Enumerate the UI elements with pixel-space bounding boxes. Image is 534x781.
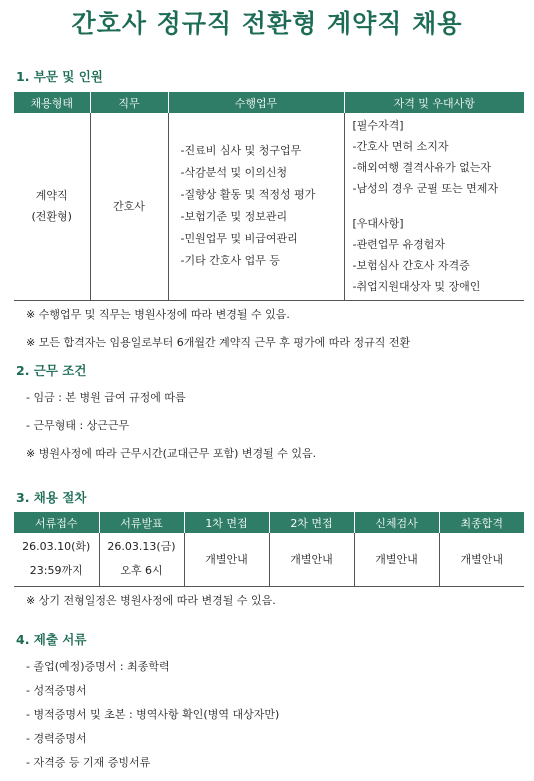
- document-item: - 병적증명서 및 초본 : 병역사항 확인(병역 대상자만): [26, 708, 280, 721]
- preferred-item: -보험심사 간호사 자격증: [352, 259, 470, 273]
- section-heading-process: 3. 채용 절차: [16, 490, 87, 505]
- duty-item: -질향상 활동 및 적정성 평가: [180, 188, 316, 202]
- cell-job: 간호사: [90, 113, 168, 300]
- document-item: - 성적증명서: [26, 684, 87, 697]
- process-table: [14, 512, 524, 587]
- header-employment-type: 채용형태: [14, 92, 90, 113]
- section-heading-positions: 1. 부문 및 인원: [16, 69, 103, 84]
- condition-item: - 근무형태 : 상근근무: [26, 419, 130, 432]
- condition-item: - 임금 : 본 병원 급여 규정에 따름: [26, 391, 186, 404]
- cell-qualifications: [344, 113, 524, 300]
- duty-item: -삭감분석 및 이의신청: [180, 166, 288, 180]
- employment-type-line1: 계약직: [35, 189, 68, 203]
- document-item: - 자격증 등 기재 증빙서류: [26, 756, 151, 769]
- preferred-item: -취업지원대상자 및 장애인: [352, 280, 481, 294]
- positions-table-header-row: [14, 92, 524, 113]
- header-interview-2: 2차 면접: [269, 512, 354, 533]
- document-item: - 졸업(예정)증명서 : 최종학력: [26, 660, 170, 673]
- cell-doc-receipt: [14, 533, 99, 586]
- process-table-header-row: [14, 512, 524, 533]
- header-duties: 수행업무: [168, 92, 344, 113]
- header-job: 직무: [90, 92, 168, 113]
- doc-announce-time: 오후 6시: [120, 564, 163, 578]
- header-interview-1: 1차 면접: [184, 512, 269, 533]
- section-heading-documents: 4. 제출 서류: [16, 632, 87, 647]
- preferred-item: -관련업무 유경험자: [352, 238, 445, 252]
- condition-note: ※ 병원사정에 따라 근무시간(교대근무 포함) 변경될 수 있음.: [26, 447, 317, 460]
- process-note: ※ 상기 전형일정은 병원사정에 따라 변경될 수 있음.: [26, 594, 276, 607]
- doc-announce-date: 26.03.13(금): [107, 540, 176, 554]
- header-doc-announce: 서류발표: [99, 512, 184, 533]
- cell-final-pass: 개별안내: [439, 533, 524, 586]
- header-physical-exam: 신체검사: [354, 512, 439, 533]
- duty-item: -민원업무 및 비급여관리: [180, 232, 298, 246]
- positions-table-row: [14, 113, 524, 300]
- cell-duties: [168, 113, 344, 300]
- duty-item: -보험기준 및 정보관리: [180, 210, 288, 224]
- header-final-pass: 최종합격: [439, 512, 524, 533]
- employment-type-line2: (전환형): [31, 210, 72, 224]
- cell-interview-1: 개별안내: [184, 533, 269, 586]
- page-title: 간호사 정규직 전환형 계약직 채용: [71, 9, 463, 38]
- positions-note: ※ 수행업무 및 직무는 병원사정에 따라 변경될 수 있음.: [26, 308, 290, 321]
- cell-physical-exam: 개별안내: [354, 533, 439, 586]
- required-label: [필수자격]: [352, 119, 404, 133]
- duty-item: -진료비 심사 및 청구업무: [180, 144, 302, 158]
- required-item: -간호사 면허 소지자: [352, 140, 449, 154]
- doc-receipt-date: 26.03.10(화): [22, 540, 91, 554]
- process-table-row: [14, 533, 524, 586]
- required-item: -남성의 경우 군필 또는 면제자: [352, 182, 498, 196]
- section-heading-conditions: 2. 근무 조건: [16, 363, 87, 378]
- document-item: - 경력증명서: [26, 732, 87, 745]
- duty-item: -기타 간호사 업무 등: [180, 254, 280, 268]
- preferred-label: [우대사항]: [352, 217, 404, 231]
- conversion-note: ※ 모든 합격자는 임용일로부터 6개월간 계약직 근무 후 평가에 따라 정규직 전환: [26, 336, 411, 349]
- positions-table: [14, 92, 524, 301]
- cell-employment-type: [14, 113, 90, 300]
- cell-interview-2: 개별안내: [269, 533, 354, 586]
- header-qualifications: 자격 및 우대사항: [344, 92, 524, 113]
- qual-spacer: [345, 199, 525, 213]
- header-doc-receipt: 서류접수: [14, 512, 99, 533]
- cell-doc-announce: [99, 533, 184, 586]
- required-item: -해외여행 결격사유가 없는자: [352, 161, 491, 175]
- doc-receipt-time: 23:59까지: [29, 564, 83, 578]
